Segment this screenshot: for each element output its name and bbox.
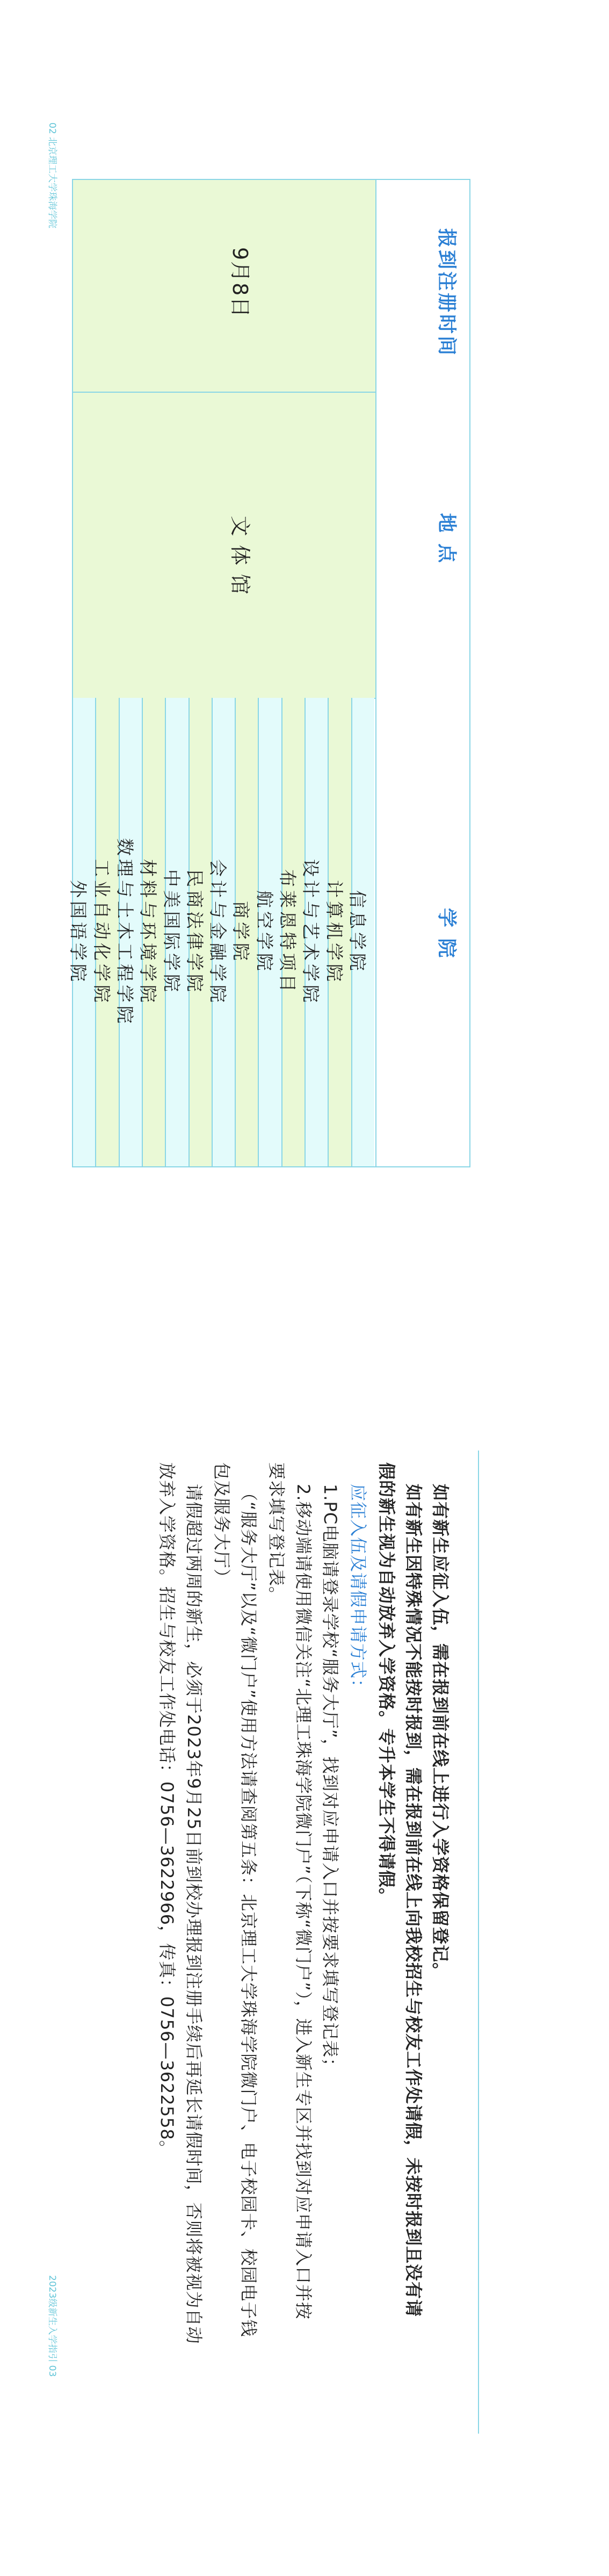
college-name: 中美国际学院 [161,869,182,995]
usage-note-cont: 包及服务大厅） [212,1462,232,1587]
paragraph-leave-2: 假的新生视为自动放弃入学资格。专升本学生不得请假。 [376,1462,397,1906]
college-name: 材料与环境学院 [137,858,159,1006]
registration-venue: 文 体 馆 [228,516,252,596]
contact-info: 放弃入学资格。招生与校友工作处电话：0756—3622966，传真：0756—3622558。 [157,1462,177,2158]
paragraph-leave-1: 如有新生因特殊情况不能按时报到，需在报到前在线上向我校招生与校友工作处请假，未按时报到且没有请 [403,1484,424,2318]
college-name: 信息学院 [347,890,368,974]
college-name: 数理与土木工程学院 [114,838,135,1027]
leave-extension-note: 请假超过两周的新生，必须于2023年9月25日前到校办理报到注册手续后再延长请假时间，否则将被视为自动 [184,1484,204,2344]
header-time: 报到注册时间 [436,228,458,358]
top-page-label: 02 北京理工大学珠海学院 [47,122,57,229]
venue-cell [73,393,375,699]
step-pc: 1.PC电脑请登录学校“服务大厅”，找到对应申请入口并按要求填写登记表； [320,1484,340,2076]
college-name: 民商法律学院 [184,869,205,995]
college-name: 商学院 [230,900,252,964]
header-college: 学 院 [436,908,458,960]
registration-date: 9月8日 [228,247,252,319]
bottom-page-label: 2023级新生入学指引 03 [47,2275,57,2377]
college-name: 工业自动化学院 [91,858,112,1006]
usage-note: （“服务大厅”以及“微门户”使用方法请查阅第五条：北京理工大学珠海学院微门户、电子校园卡、校园电子钱 [238,1484,259,2337]
date-cell [73,180,375,393]
college-name: 布莱恩特项目 [277,869,299,995]
bottom-divider-line [478,1451,479,2434]
header-place: 地 点 [436,513,458,565]
paragraph-enlist: 如有新生应征入伍，需在报到前在线上进行入学资格保留登记。 [430,1484,451,1981]
college-name: 会计与金融学院 [207,858,229,1006]
college-name: 航空学院 [253,890,275,974]
step-mobile: 2.移动端请使用微信关注“北理工珠海学院微门户”（下称“微门户”），进入新生专区并找到对应申请入口并按 [293,1484,314,2320]
college-name: 计算机学院 [323,879,345,985]
college-name: 设计与艺术学院 [300,858,322,1006]
section-heading: 应征入伍及请假申请方式： [348,1484,368,1697]
college-name: 外国语学院 [68,879,89,985]
step-mobile-cont: 要求填写登记表。 [266,1462,287,1605]
